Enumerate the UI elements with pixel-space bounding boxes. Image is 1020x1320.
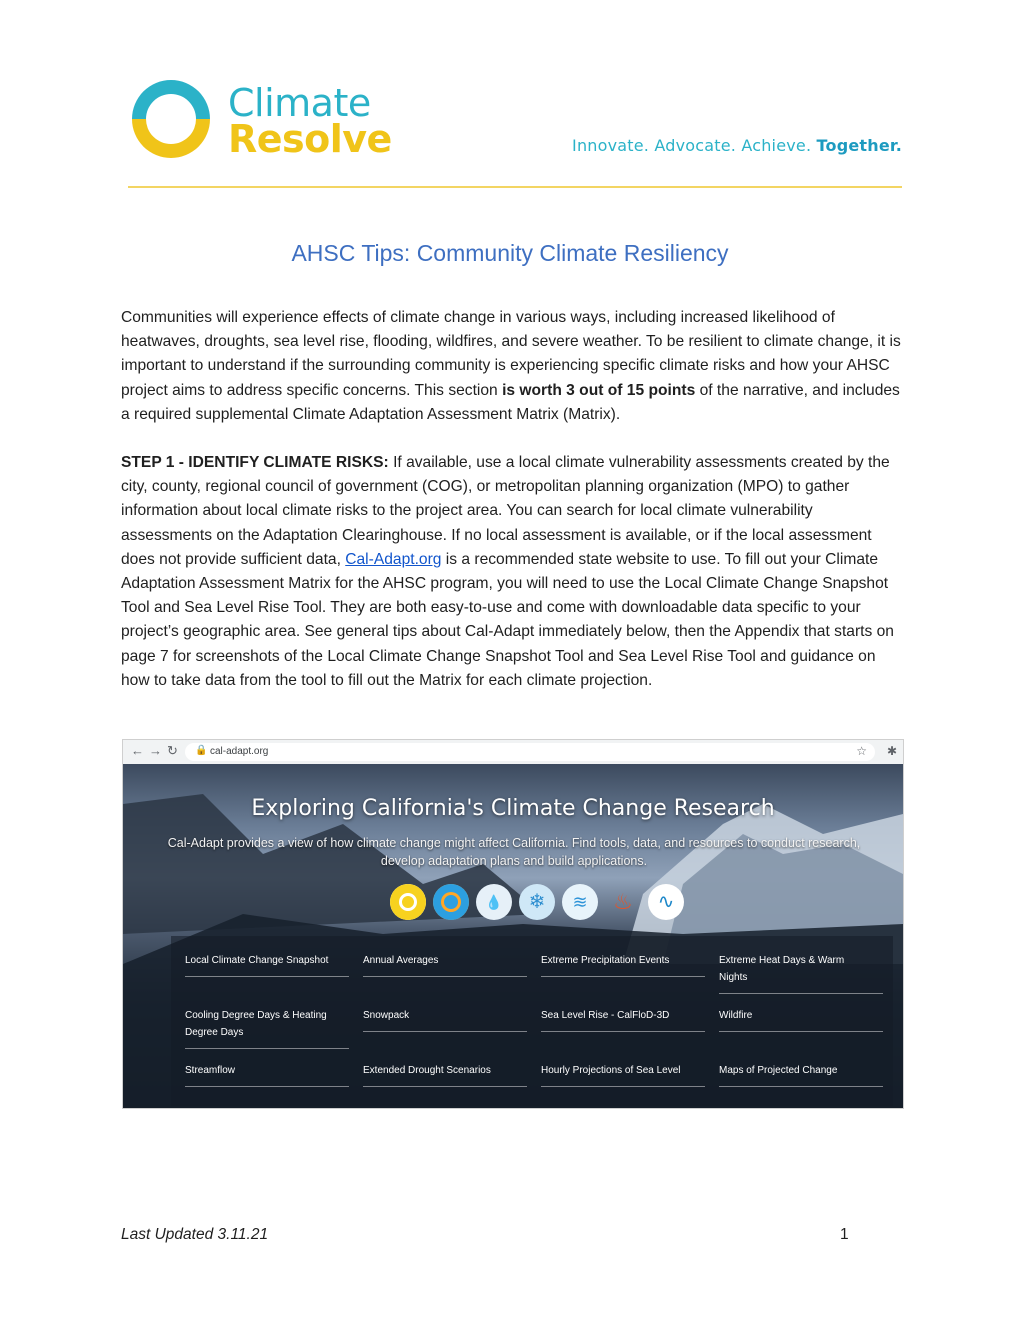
wildfire-icon[interactable]: ♨ (613, 889, 633, 914)
step1-paragraph: STEP 1 - IDENTIFY CLIMATE RISKS: If available, use a local climate vulnerability assessments created by the city, county, regional council of government (COG), or metropolitan planning organization (MPO) to gather information about local climate risks to the project area. You can search for local climate vulnerability assessments on the Adaptation Clearinghouse. If no local assessment is available, or if the local assessment does not provide sufficient data, Cal-Adapt.org is a recommended state website to use. To fill out your Climate Adaptation Assessment Matrix for the AHSC program, you will need to use the Local Climate Change Snapshot Tool and Sea Level Rise Tool. They are both easy-to-use and come with downloadable data specific to your project’s geographic area. See general tips about Cal-Adapt immediately below, then the Appendix that starts on page 7 for screenshots of the Local Climate Change Snapshot Tool and Sea Level Rise Tool and guidance on how to take data from the tool to fill out the Matrix for each climate projection. (121, 454, 894, 689)
intro-paragraph: Communities will experience effects of climate change in various ways, including increased likelihood of heatwaves, droughts, sea level rise, flooding, wildfires, and severe weather. To be resilient to climate change, it is important to understand if the surrounding community is experiencing specific climate risks and how your AHSC project aims to address specific concerns. This section is worth 3 out of 15 points of the narrative, and includes a required supplemental Climate Adaptation Assessment Matrix (Matrix). (121, 309, 901, 423)
forward-arrow-icon: → (149, 743, 162, 758)
precipitation-icon[interactable]: 💧 (476, 884, 512, 920)
tool-link[interactable]: Wildfire (719, 1007, 879, 1024)
page-title: AHSC Tips: Community Climate Resiliency (291, 240, 729, 266)
letterhead (124, 70, 902, 192)
logo-word-resolve: Resolve (228, 117, 392, 161)
streamflow-icon[interactable]: ∿ (648, 884, 684, 920)
tool-link[interactable]: Local Climate Change Snapshot (185, 952, 345, 969)
browser-toolbar (123, 740, 903, 764)
tool-link[interactable]: Extended Drought Scenarios (363, 1062, 523, 1079)
snowflake-icon[interactable]: ❄ (519, 884, 555, 920)
tool-link[interactable]: Extreme Precipitation Events (541, 952, 701, 969)
tool-link[interactable]: Streamflow (185, 1062, 345, 1079)
cal-adapt-link[interactable]: Cal-Adapt.org (345, 550, 442, 568)
tool-link[interactable]: Sea Level Rise - CalFloD-3D (541, 1007, 701, 1024)
tool-link[interactable]: Snowpack (363, 1007, 523, 1024)
reload-icon: ↻ (167, 743, 178, 758)
last-updated: Last Updated 3.11.21 (121, 1226, 269, 1243)
tool-link[interactable]: Cooling Degree Days & Heating Degree Days (185, 1007, 335, 1041)
heat-icon[interactable] (433, 884, 469, 920)
extension-puzzle-icon: ✱ (886, 744, 897, 758)
tools-panel (171, 936, 893, 1106)
hero-banner (123, 764, 903, 1109)
climate-resolve-logo-icon (126, 74, 216, 164)
tool-link[interactable]: Extreme Heat Days & Warm Nights (719, 952, 869, 986)
star-icon: ☆ (856, 744, 867, 758)
topic-icons (390, 884, 690, 924)
tool-link[interactable]: Hourly Projections of Sea Level (541, 1062, 701, 1079)
hero-subtitle: Cal-Adapt provides a view of how climate change might affect California. Find tools, data, and resources to conduct research, develop adaptation plans and build applications. (167, 836, 861, 868)
cal-adapt-screenshot (122, 739, 904, 1109)
hero-title: Exploring California's Climate Change Research (251, 796, 775, 821)
tagline: Innovate. Advocate. Achieve. Together. (572, 136, 902, 155)
address-bar (185, 743, 875, 761)
back-arrow-icon: ← (131, 743, 144, 758)
tool-link[interactable]: Annual Averages (363, 952, 523, 969)
sun-icon[interactable] (390, 884, 426, 920)
logo-word-climate: Climate (228, 81, 371, 125)
tool-link[interactable]: Maps of Projected Change (719, 1062, 879, 1079)
wave-icon[interactable]: ≋ (562, 884, 598, 920)
header-divider (128, 186, 902, 188)
lock-icon: 🔒 (195, 745, 208, 756)
page-number: 1 (840, 1226, 849, 1243)
address-url: cal-adapt.org (210, 746, 269, 757)
